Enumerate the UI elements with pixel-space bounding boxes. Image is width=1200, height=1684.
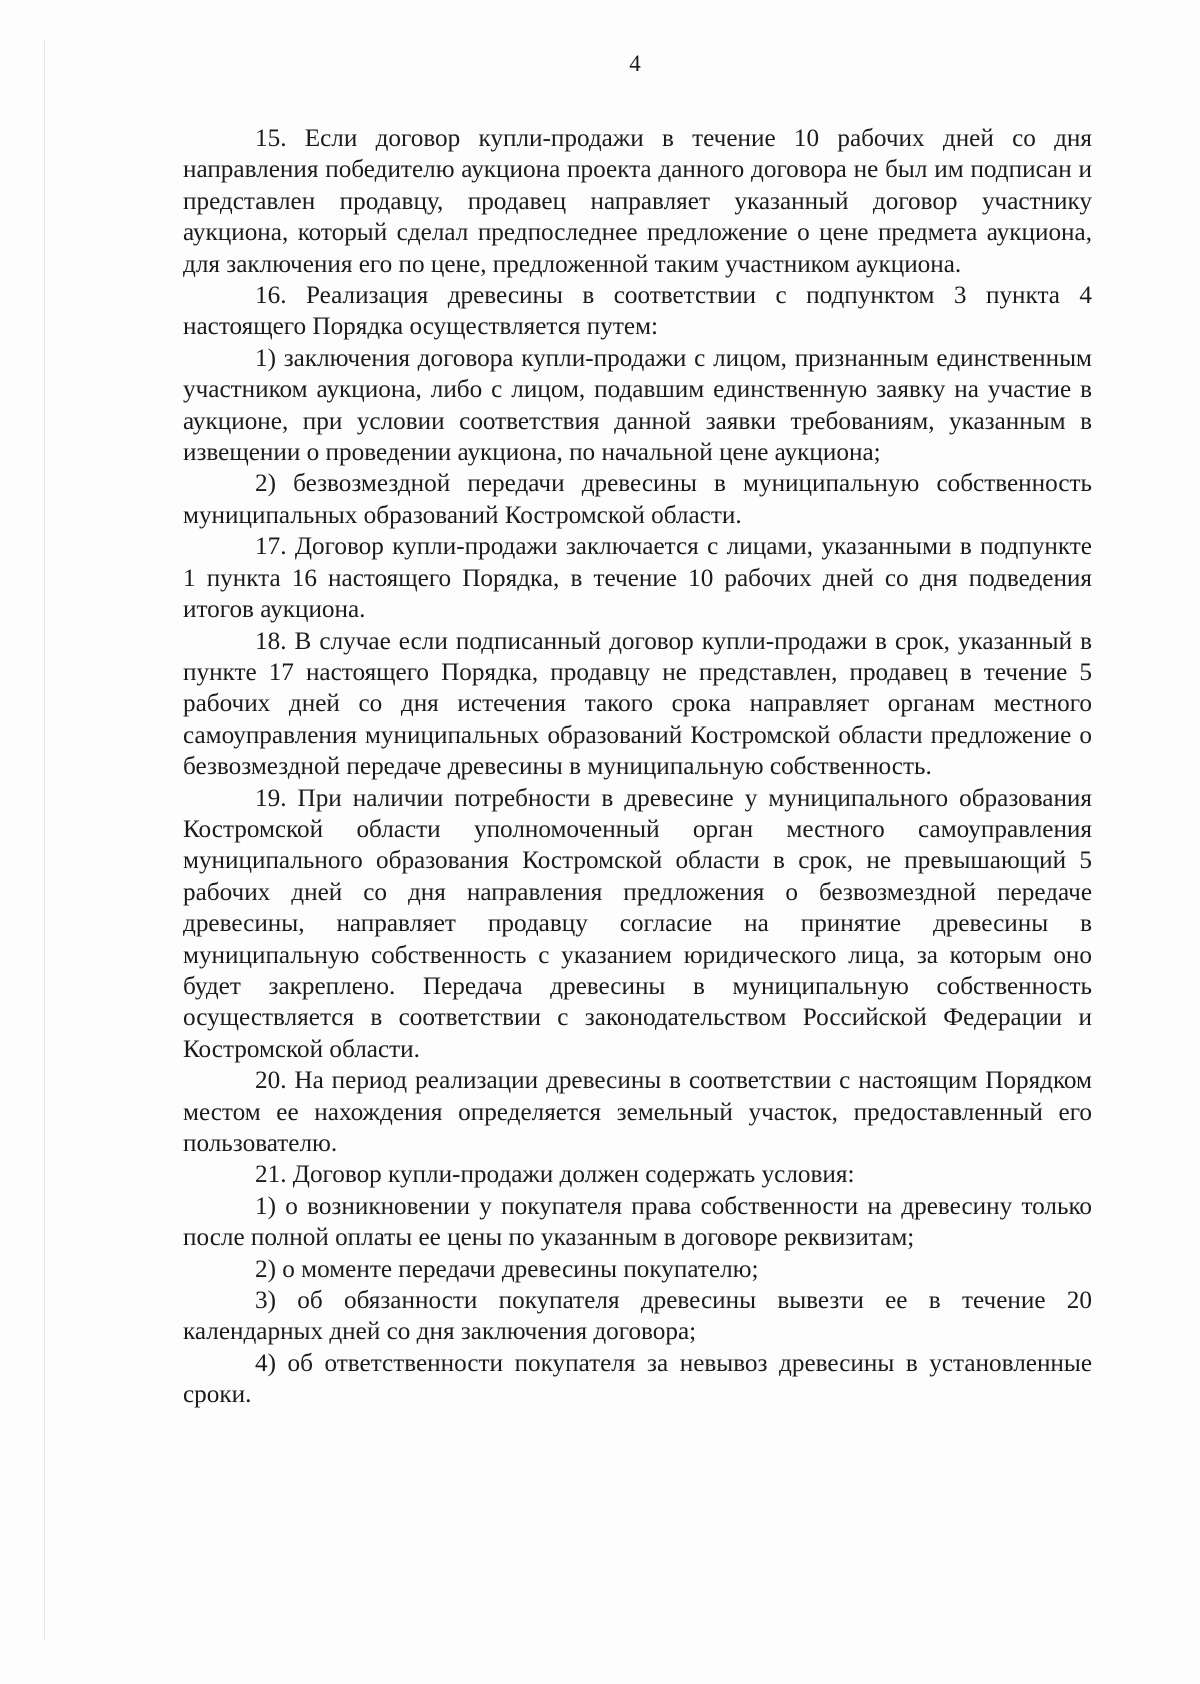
paragraph-20: 20. На период реализации древесины в соответствии с настоящим Порядком местом ее нахождения определяется земельный участок, предоставленный его пользователю. bbox=[183, 1067, 1092, 1157]
paragraph-21: 21. Договор купли-продажи должен содержать условия: bbox=[255, 1161, 855, 1189]
paragraph-18: 18. В случае если подписанный договор купли-продажи в срок, указанный в пункте 17 настоящего Порядка, продавцу не представлен, продавец в течение 5 рабочих дней со дня истечения такого срока направляет органам местного самоуправления муниципальных образований Костромской области предложение о безвозмездной передаче древесины в муниципальную собственность. bbox=[183, 627, 1092, 781]
paragraph-21-item-1: 1) о возникновении у покупателя права собственности на древесину только после полной оплаты ее цены по указанным в договоре реквизитам; bbox=[183, 1192, 1092, 1252]
page-number: 4 bbox=[629, 51, 641, 76]
paragraph-16-item-2: 2) безвозмездной передачи древесины в муниципальную собственность муниципальных образований Костромской области. bbox=[183, 470, 1092, 529]
paragraph-17: 17. Договор купли-продажи заключается с лицами, указанными в подпункте 1 пункта 16 настоящего Порядка, в течение 10 рабочих дней со дня подведения итогов аукциона. bbox=[183, 533, 1092, 624]
paragraph-16: 16. Реализация древесины в соответствии с подпунктом 3 пункта 4 настоящего Порядка осуществляется путем: bbox=[183, 282, 1092, 341]
paragraph-16-item-1: 1) заключения договора купли-продажи с лицом, признанным единственным участником аукциона, либо с лицом, подавшим единственную заявку на участие в аукционе, при условии соответствия данной заявки требованиям, указанным в извещении о проведении аукциона, по начальной цене аукциона; bbox=[183, 344, 1092, 467]
scan-edge-mark bbox=[44, 40, 45, 1640]
paragraph-21-item-3: 3) об обязанности покупателя древесины вывезти ее в течение 20 календарных дней со дня заключения договора; bbox=[183, 1287, 1092, 1346]
paragraph-21-item-4: 4) об ответственности покупателя за невывоз древесины в установленные сроки. bbox=[183, 1349, 1092, 1409]
paragraph-21-item-2: 2) о моменте передачи древесины покупателю; bbox=[255, 1255, 759, 1283]
paragraph-15: 15. Если договор купли-продажи в течение 10 рабочих дней со дня направления победителю аукциона проекта данного договора не был им подписан и представлен продавцу, продавец направляет указанный договор участнику аукциона, который сделал предпоследнее предложение о цене предмета аукциона, для заключения его по цене, предложенной таким участником аукциона. bbox=[183, 125, 1092, 278]
document-body bbox=[183, 123, 1092, 1411]
paragraph-19: 19. При наличии потребности в древесине у муниципального образования Костромской области уполномоченный орган местного самоуправления муниципального образования Костромской области в срок, не превышающий 5 рабочих дней со дня направления предложения о безвозмездной передаче древесины, направляет продавцу согласие на принятие древесины в муниципальную собственность с указанием юридического лица, за которым оно будет закреплено. Передача древесины в муниципальную собственность осуществляется в соответствии с законодательством Российской Федерации и Костромской области. bbox=[183, 784, 1092, 1063]
